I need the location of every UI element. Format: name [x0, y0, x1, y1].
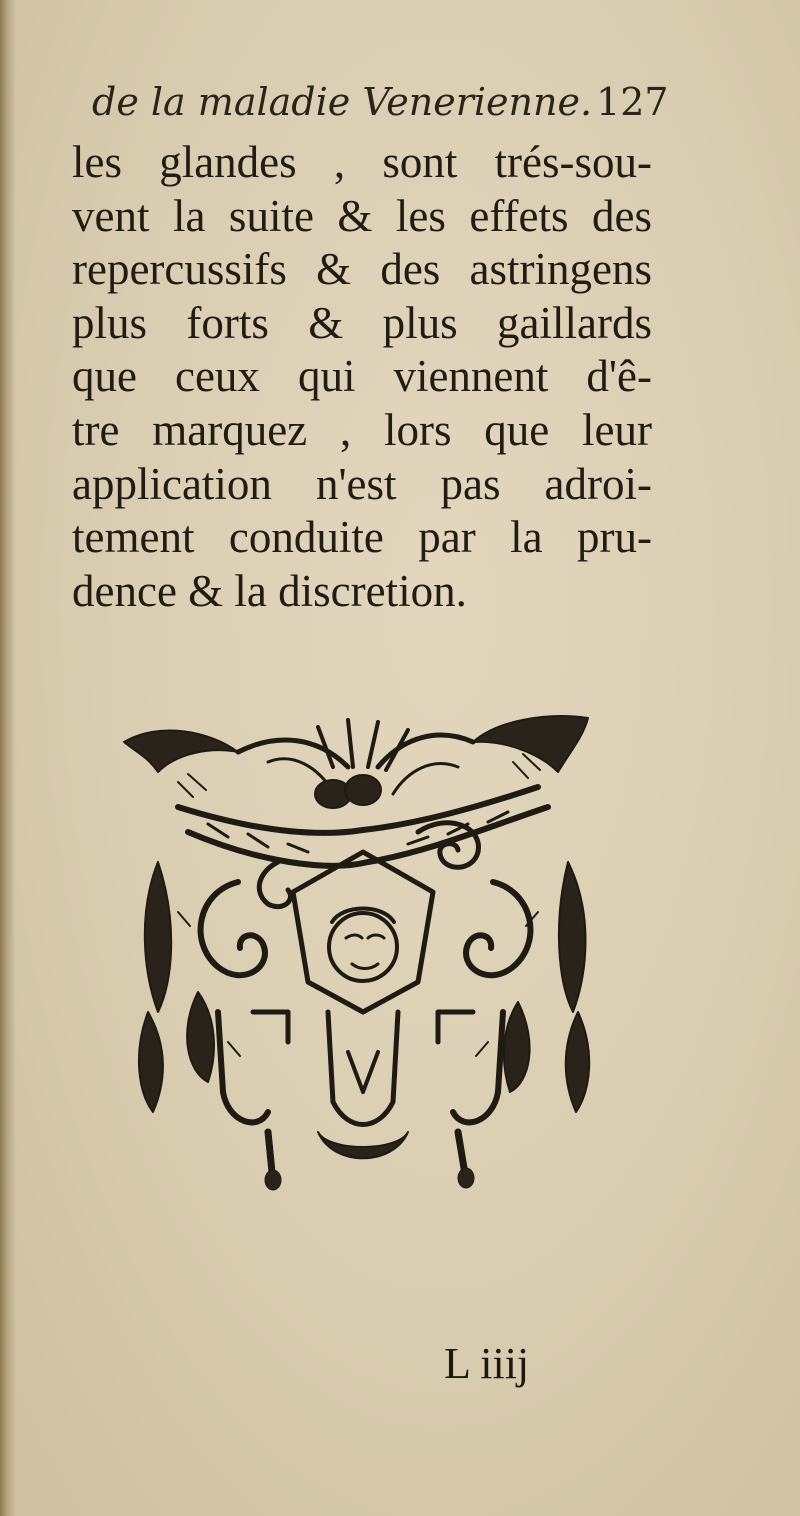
- text-line: que ceux qui viennent d'ê-: [72, 351, 652, 402]
- page-number: 127: [596, 80, 669, 124]
- text-line: plus forts & plus gaillards: [72, 297, 652, 348]
- text-line: tre marquez , lors que leur: [72, 404, 652, 455]
- body-text: [72, 136, 652, 618]
- running-head: [92, 80, 669, 138]
- woodcut-ornament-icon: [118, 712, 608, 1192]
- text-line: vent la suite & les effets des: [72, 190, 652, 241]
- running-head-title: de la maladie Venerienne.: [92, 80, 593, 124]
- text-line: tement conduite par la pru-: [72, 512, 652, 563]
- text-line: application n'est pas adroi-: [72, 458, 652, 509]
- page-gutter-shadow: [0, 0, 16, 1516]
- text-line: dence & la discretion.: [72, 565, 467, 616]
- text-line: les glandes , sont trés-sou-: [72, 137, 652, 187]
- text-line: repercussifs & des astringens: [72, 244, 652, 295]
- signature-mark: L iiij: [444, 1339, 530, 1388]
